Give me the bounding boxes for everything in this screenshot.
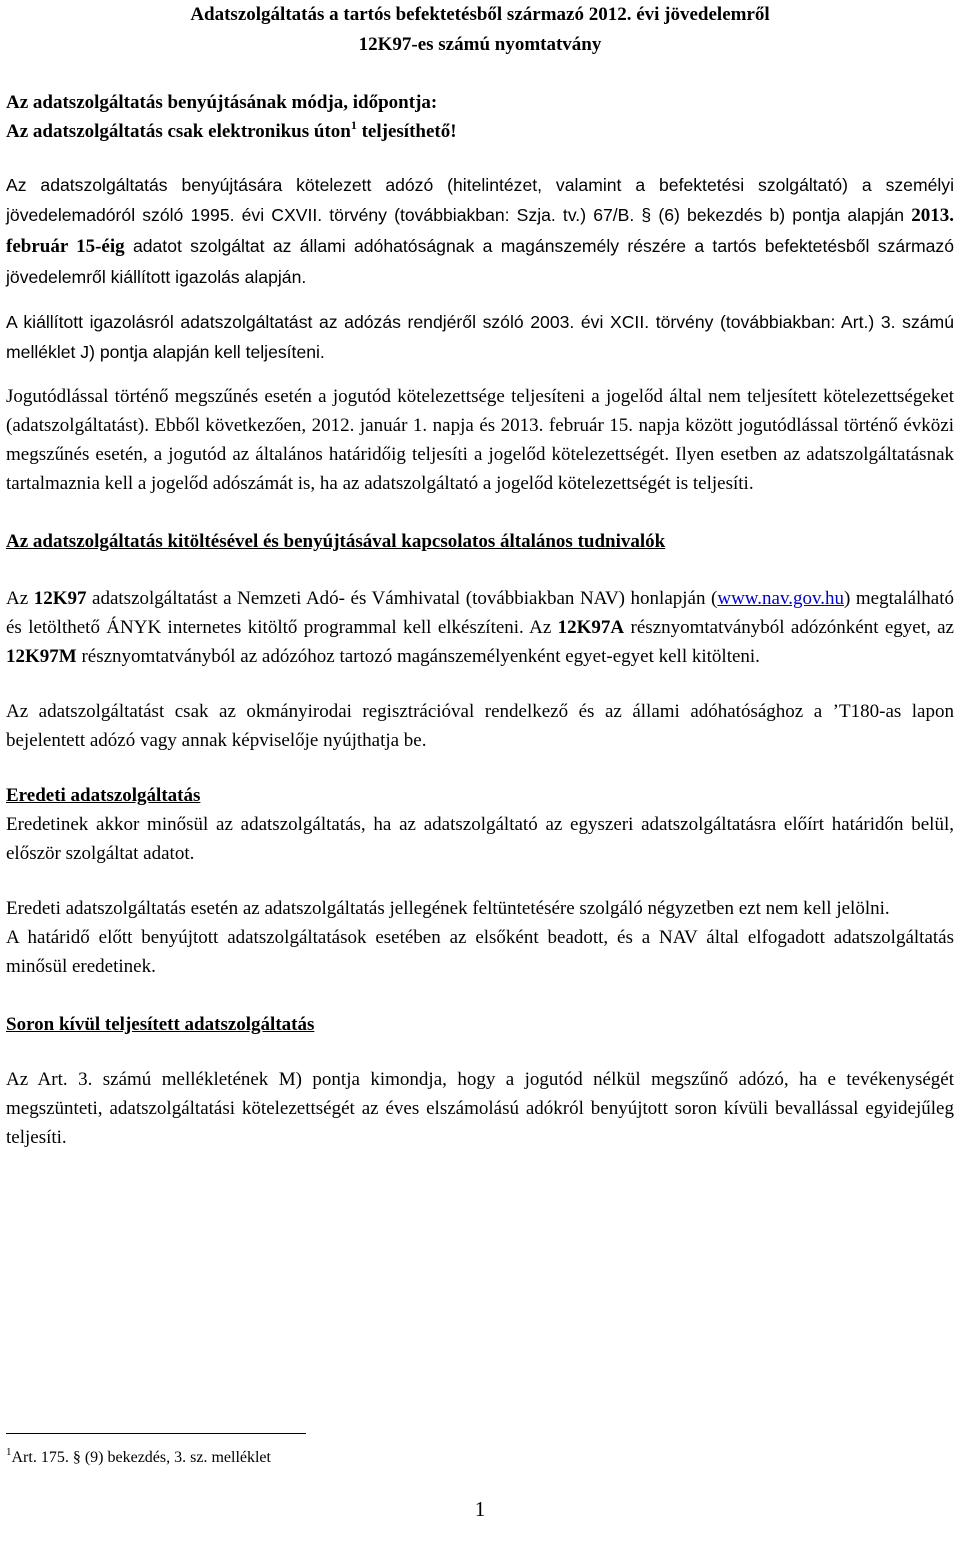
section-heading-submission: Az adatszolgáltatás benyújtásának módja, időpontja: (6, 92, 438, 113)
deadline-bold: 2013. február 15-éig (6, 205, 954, 257)
footnote-text: Art. 175. § (9) bekezdés, 3. sz. melléklet (11, 1449, 271, 1466)
footnote-ref[interactable]: 1 (350, 117, 357, 132)
paragraph-certificate: A kiállított igazolásról adatszolgáltatást az adózás rendjéről szóló 2003. évi XCII. törvény (továbbiakban: Art.) 3. számú melléklet J) pontja alapján kell teljesíteni. (6, 312, 954, 362)
anyk-text-a: Az (6, 588, 34, 609)
section-heading-extraordinary (6, 1010, 954, 1039)
section-heading-original-text: Eredeti adatszolgáltatás (6, 785, 201, 806)
nav-website-link[interactable]: www.nav.gov.hu (717, 588, 844, 609)
form-code-12k97a: 12K97A (557, 617, 625, 638)
footnote-separator (6, 1433, 306, 1434)
paragraph-original-early: A határidő előtt benyújtott adatszolgáltatások esetében az elsőként beadott, és a NAV által elfogadott adatszolgáltatás minősül eredetinek. (6, 927, 954, 977)
submission-text-pre: Az adatszolgáltatás csak (6, 121, 209, 142)
paragraph-obligation-text-b: adatot szolgáltat az állami adóhatóságnak a magánszemély részére a tartós befektetésből származó jövedelemről kiállított igazolás alapján. (6, 236, 954, 287)
anyk-text-e: résznyomtatványból adózónként egyet, az (624, 617, 954, 638)
submission-text-post: teljesíthető! (356, 121, 457, 142)
paragraph-submitter: Az adatszolgáltatást csak az okmányirodai regisztrációval rendelkező és az állami adóhatósághoz a ’T180-as lapon bejelentett adózó vagy annak képviselője nyújthatja be. (6, 701, 954, 751)
doc-title-line1: Adatszolgáltatás a tartós befektetésből származó 2012. évi jövedelemről (190, 4, 770, 25)
section-heading-original (6, 781, 954, 810)
anyk-text-d: ) megtalálható és letölthető ÁNYK internetes kitöltő programmal kell elkészíteni. Az (6, 588, 954, 638)
paragraph-original-mark: Eredeti adatszolgáltatás esetén az adatszolgáltatás jellegének feltüntetésére szolgáló négyzetben ezt nem kell jelölni. (6, 898, 890, 919)
form-code-12k97: 12K97 (33, 588, 87, 609)
document-page (6, 0, 954, 1152)
form-code-12k97m: 12K97M (6, 646, 77, 667)
section-heading-general-info-text: Az adatszolgáltatás kitöltésével és benyújtásával kapcsolatos általános tudnivalók (6, 531, 666, 552)
anyk-text-c: adatszolgáltatást a Nemzeti Adó- és Vámhivatal (továbbiakban NAV) honlapján ( (86, 588, 718, 609)
paragraph-succession: Jogutódlással történő megszűnés esetén a jogutód kötelezettsége teljesíteni a jogelőd által nem teljesített kötelezettségeket (adatszolgáltatást). Ebből következően, 2012. január 1. napja és 2013. február 15. napja között jogutódlással történő évközi megszűnés esetén, a jogutód az általános határidőig teljesíti a jogelőd kötelezettségét. Ilyen esetben az adatszolgáltatásnak tartalmaznia kell a jogelőd adószámát is, ha az adatszolgáltató a jogelőd kötelezettségét is teljesíti. (6, 386, 954, 494)
doc-title-line2: 12K97-es számú nyomtatvány (358, 34, 602, 55)
footnote (6, 1446, 271, 1470)
submission-text-bold: elektronikus úton (208, 121, 351, 142)
paragraph-extraordinary: Az Art. 3. számú mellékletének M) pontja kimondja, hogy a jogutód nélkül megszűnő adózó, ha e tevékenységét megszünteti, adatszolgáltatási kötelezettségét az éves elszámolású adókról benyújtott soron kívüli bevallással egyidejűleg teljesíti. (6, 1069, 954, 1148)
submission-mode-line (6, 117, 954, 146)
anyk-text-f: résznyomtatványból az adózóhoz tartozó magánszemélyenként egyet-egyet kell kitölteni. (76, 646, 760, 667)
page-number: 1 (474, 1497, 486, 1521)
section-heading-extraordinary-text: Soron kívül teljesített adatszolgáltatás (6, 1014, 315, 1035)
paragraph-anyk (6, 584, 954, 671)
footnote-marker: 1 (6, 1445, 12, 1458)
paragraph-original-def: Eredetinek akkor minősül az adatszolgáltatás, ha az adatszolgáltató az egyszeri adatszolgáltatásra előírt határidőn belül, először szolgáltat adatot. (6, 814, 954, 864)
paragraph-obligation (6, 170, 954, 292)
paragraph-obligation-text-a: Az adatszolgáltatás benyújtására kötelezett adózó (hitelintézet, valamint a befektetési szolgáltató) a személyi jövedelemadóról szóló 1995. évi CXVII. törvény (továbbiakban: Szja. tv.) 67/B. § (6) bekezdés b) pontja alapján (6, 175, 954, 225)
section-heading-general-info (6, 527, 954, 556)
